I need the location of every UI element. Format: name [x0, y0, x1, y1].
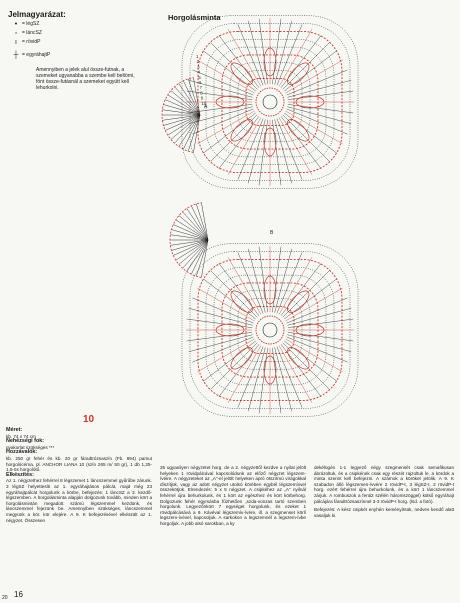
row-number-label: 1 — [196, 54, 199, 59]
fan-2-stroke — [171, 240, 208, 250]
motif-2-spoke — [211, 343, 258, 390]
size-value: kb. 74 x 74 cm — [6, 433, 36, 439]
motif-1-spoke — [211, 115, 258, 162]
legend-row-chain — [10, 20, 146, 28]
motif-2-spoke — [203, 341, 255, 381]
figure-number: 10 — [83, 414, 95, 425]
motif-1-spoke — [203, 51, 255, 91]
motif-2-spoke — [281, 263, 321, 315]
motif-2-center — [256, 316, 284, 344]
motif-1-spoke — [203, 113, 255, 153]
motif-2-spoke — [284, 341, 336, 381]
fan-2-stroke — [196, 240, 208, 276]
motif-2-spoke — [279, 257, 312, 314]
motif-2-spoke — [284, 279, 336, 319]
row-number-label: 6 — [199, 80, 202, 85]
row-number-label: 4 — [197, 69, 201, 75]
row-number-label: 2 — [196, 59, 199, 65]
motif-1-spoke — [238, 119, 263, 180]
single-crochet-icon: ı — [15, 38, 17, 46]
motif-2-spoke — [219, 344, 259, 396]
motif-2-spoke — [238, 347, 263, 408]
motif-1-spoke — [277, 119, 302, 180]
legend-label-chain: = légSZ — [22, 21, 40, 27]
side-page-number: 20 — [2, 595, 8, 601]
motif-1-ring — [246, 78, 294, 125]
motif-2-center-inner — [263, 323, 277, 337]
motif-1-spoke — [283, 115, 330, 162]
motif-1-spoke — [228, 118, 261, 175]
fan-2-stroke — [201, 240, 208, 277]
motif-1-spoke — [275, 119, 292, 183]
instructions-column-1 — [6, 428, 152, 523]
motif-2-spoke — [283, 343, 330, 390]
motif-2-spoke — [192, 298, 253, 323]
double-crochet-icon: ┼ — [13, 51, 19, 59]
row-number-label: 3 — [197, 64, 200, 70]
instructions-column-3 — [314, 465, 454, 518]
legend-row-slip — [10, 29, 146, 37]
motif-1-center-inner — [263, 95, 277, 109]
motif-1-spoke — [283, 43, 330, 90]
motif-2-spoke — [248, 347, 265, 411]
fan-2-stroke — [183, 240, 208, 268]
motif-1-spoke — [284, 51, 336, 91]
instructions-heading: Elkészítés: — [6, 471, 34, 478]
motif-2-ring — [246, 306, 294, 353]
motif-1-spoke — [286, 60, 343, 93]
motif-1-spoke — [219, 116, 259, 168]
finishing-paragraph: Befejezés: A kész csipkét enyhén keményítsük, nedves kendő alatt vasaljuk ki. — [314, 507, 454, 518]
motif-2-spoke — [281, 344, 321, 396]
legend-title: Jelmagyarázat: — [8, 10, 66, 19]
motif-2-spoke — [286, 288, 343, 321]
chain-stitch-icon: • — [14, 20, 18, 28]
motif-2-spoke — [277, 347, 302, 408]
row-number-label: 9 — [200, 95, 204, 101]
motif-2-spoke — [283, 271, 330, 318]
diagram-title: Horgolásminta — [168, 13, 221, 22]
legend-label-sc: = rövidP — [22, 39, 41, 45]
fan-2-stroke — [171, 230, 208, 240]
motif-1-spoke — [287, 70, 348, 95]
motif-2-spoke — [219, 263, 259, 315]
motif-2-spoke — [275, 249, 292, 313]
legend-label-slip: = láncSZ — [22, 30, 42, 36]
row-number-label: 10 — [201, 100, 207, 106]
instructions-value: Az 1. négyzethez fehérrel 8 légszemet 1 láncszemmel gyűrűbe zárunk. 3 légSZ helyettesíti az 1. egyráhajtásos pálcát, majd még 23 egyráhajtpálcát horgolunk a körbe, befejezés: 1 láncSZ a 3. kezdő-légszemben. A horgolásminta alapján dolgozunk tovább, minden kört a horgolásmintán megadott számú légszemmel kezdünk, és láncszemmel fejezünk be. Amennyiben szükséges, láncszemmel megyünk a kör. kör elejére. A 9. K befejezésével elkészült az 1. négyzet. Összesen — [6, 478, 152, 523]
fan-1-stroke — [163, 115, 200, 125]
motif-2-spoke — [275, 347, 292, 411]
fan-2-stroke — [196, 204, 208, 240]
difficulty-heading: Nehézségi fok: — [6, 438, 45, 445]
materials-value: kb. 250 gr fehér és kb. 20 gr fáradtrózsaszín (Fb. 894) pamut horgolócérna, pl. ANCHOR LIANA 10 (szín 265 m/ 50 gr), 1 db 1,25-1,5-ös horgolótű. — [6, 455, 152, 473]
motif-1-spoke — [281, 116, 321, 168]
motif-1-spoke — [228, 29, 261, 86]
marker-b-label: B — [270, 230, 274, 236]
motif-1-spoke — [275, 21, 292, 85]
legend-label-dc: = egyráhajtP — [22, 52, 51, 58]
motif-1-spoke — [281, 35, 321, 87]
motif-2-spoke — [197, 339, 254, 372]
legend — [6, 6, 146, 91]
page-number: 16 — [14, 590, 23, 599]
fan-1-stroke — [193, 115, 200, 152]
motif-1-spoke — [248, 119, 265, 183]
materials-heading: Hozzávalók: — [6, 449, 38, 456]
legend-note: Amennyiben a jelek alul össze-futnak, a szemeket ugyanabba a szembe kell beltörni, fönt össze-futásnál a szemeket együtt kell lehurkolni. — [36, 67, 135, 91]
motif-2-spoke — [211, 271, 258, 318]
fan-1-stroke — [163, 105, 200, 115]
fan-1-stroke — [175, 115, 200, 143]
motif-1-spoke — [248, 21, 265, 85]
difficulty-value: gyakorlat szükséges *** — [6, 444, 55, 450]
motif-1-spoke — [279, 118, 312, 175]
fan-2-stroke — [183, 212, 208, 240]
motif-2-spoke — [228, 346, 261, 403]
motif-2-spoke — [287, 298, 348, 323]
instructions-column-2: 25 ugyanilyen négyzetet horg. de a 2. négyzettől kezdve a nyilat jelölt helyeken 1 rövidpálcával kapcsolódunk az előző négyzet légszem-ívéire. A négyzeteket az „A”-el jelölt helyeken apró ötszirmú virágokkal díszítjük, vagy az adott négyzet utolsó körében egybél légszemívvel összekötjük. Elrendezés: 5 x 5 négyzet. A csipkéhez az „A” nyilnál fehérrel újra behurkolunk, és 1 kört az egészhez és kört körbehorg. Dolgozunk fehér egymásba fűzhetően „szda-vonzas tartó szemben horgolunk. Legyezőnkört 7 egységet horgolunk, és ezeket 1 rövidpálcásává a 9. Kávéval légszemív-ívére, ill. a szegmenset körlí legszem-ívével, kapcsoljuk. A sarkokon a legszemnél a legszem-ívbe horgoljuk. A jobb alsó sarokban, a ky — [160, 465, 306, 526]
motif-1-center — [256, 88, 284, 116]
fan-1-stroke — [188, 115, 200, 151]
motif-1-spoke — [197, 111, 254, 144]
motif-2-spoke — [248, 249, 265, 313]
motif-1-spoke — [219, 35, 259, 87]
legend-row-dc — [10, 51, 146, 59]
row-number-label: 8 — [200, 90, 203, 96]
row-number-label: 7 — [199, 85, 202, 91]
motif-1-spoke — [211, 43, 258, 90]
motif-2-spoke — [203, 279, 255, 319]
size-heading: Méret: — [6, 427, 23, 433]
row-number-label: 5 — [198, 74, 201, 80]
motif-1-spoke — [279, 29, 312, 86]
marker-a-label: A — [204, 104, 208, 110]
slip-stitch-icon: ◦ — [14, 29, 18, 37]
motif-1-spoke — [284, 113, 336, 153]
instructions-column-3-body: dekélügén 1-1 legyező négy szegmensét csak semafikusan ábrázoltuk, és a csipkének csak egy részét rajzoltuk le, a kördok a minta szerint kell befejezni. A szárnok a köröket jelölik. A 9. K szabadon álló légszemen-ívvére 2 rövidP-t, 3 légSZ-t, 2 rövidP-t horg. ezért fehérrel újra behurkolunk, és a kört 1 láncszemmel zárjuk. A rombuszok a fenti2 szélén háromszöggel) külső egyráhajt pálcájára fáradtrózsaszínnel 3-3 rövidP-t horg. (lsd. a fotó). — [314, 465, 454, 504]
legend-row-sc — [10, 38, 146, 46]
motif-2-spoke — [279, 346, 312, 403]
fan-2-stroke — [201, 203, 208, 240]
motif-2-spoke — [228, 257, 261, 314]
